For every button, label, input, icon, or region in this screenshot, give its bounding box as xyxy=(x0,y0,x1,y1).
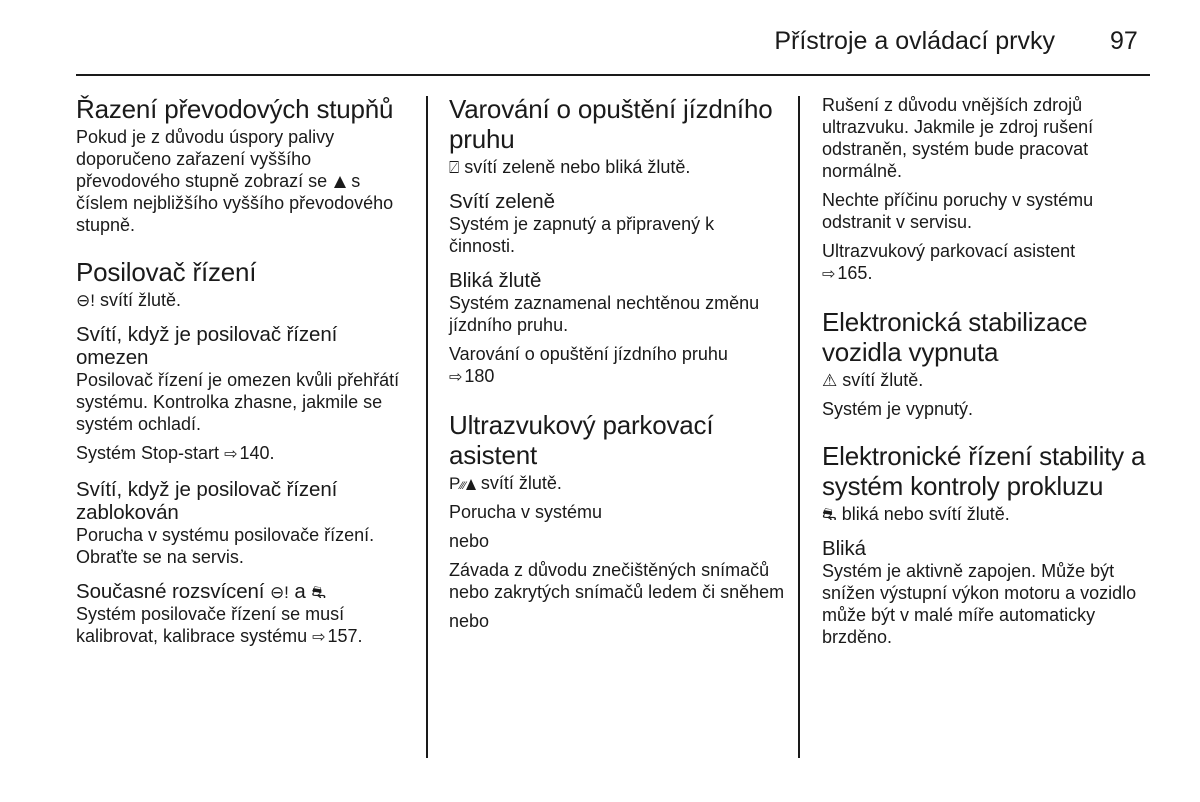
power-steering-warning-icon: ⊖! xyxy=(270,583,289,602)
page-number: 97 xyxy=(1110,27,1138,55)
lights-green-paragraph: Systém je zapnutý a připravený k činnosti. xyxy=(449,214,715,256)
esc-skid-icon: ⛐ xyxy=(822,505,837,524)
section-title-park-assist: Ultrazvukový parkovací asistent xyxy=(449,410,714,470)
heading-steering-blocked: Svítí, když je posilovač řízení zablokován xyxy=(76,478,338,524)
section-title-power-steering: Posilovač řízení xyxy=(76,257,257,287)
service-paragraph: Nechte příčinu poruchy v systému odstranit v servisu. xyxy=(822,190,1094,232)
stop-start-reference: Systém Stop-start ⇨ 140. xyxy=(76,442,412,466)
column-divider-1 xyxy=(426,96,428,758)
section-title-lane-departure: Varování o opuštění jízdního pruhu xyxy=(449,94,773,154)
lane-departure-indicator-line: ⍁ svítí zeleně nebo bliká žlutě. xyxy=(449,157,691,177)
header-rule xyxy=(76,74,1150,76)
heading-flashes: Bliká xyxy=(822,537,866,560)
gear-shift-paragraph: Pokud je z důvodu úspory palivy doporučeno zařazení vyššího převodového stupně zobrazí se s číslem nejbližšího vyššího převodového stupně. xyxy=(76,127,394,235)
ultrasound-interference-paragraph: Rušení z důvodu vnějších zdrojů ultrazvuku. Jakmile je zdroj rušení odstraněn, systém bude pracovat normálně. xyxy=(822,95,1094,181)
section-title-gear-shift: Řazení převodových stupňů xyxy=(76,94,394,124)
park-assist-reference: Ultrazvukový parkovací asistent ⇨ 165. xyxy=(822,240,1158,286)
heading-simultaneous-lights: Současné rozsvícení ⊖! a ⛐ xyxy=(76,580,326,603)
page-reference-arrow-icon: ⇨ xyxy=(312,629,326,646)
upshift-triangle-icon xyxy=(334,176,346,188)
heading-flashes-yellow: Bliká žlutě xyxy=(449,269,542,292)
esc-off-paragraph: Systém je vypnutý. xyxy=(822,399,974,419)
lane-departure-icon: ⍁ xyxy=(449,158,460,177)
heading-steering-limited: Svítí, když je posilovač řízení omezen xyxy=(76,323,338,369)
running-header-title: Přístroje a ovládací prvky xyxy=(774,27,1055,55)
section-title-esc-tcs: Elektronické řízení stability a systém kontroly prokluzu xyxy=(822,441,1146,501)
power-steering-warning-icon: ⊖! xyxy=(76,291,95,310)
esc-off-icon: ⚠ xyxy=(822,371,838,390)
power-steering-indicator-line: ⊖! svítí žlutě. xyxy=(76,290,182,310)
lane-departure-reference: Varování o opuštění jízdního pruhu ⇨ 180 xyxy=(449,343,785,389)
steering-blocked-paragraph: Porucha v systému posilovače řízení. Obraťte se na servis. xyxy=(76,525,375,567)
page-reference-arrow-icon: ⇨ xyxy=(822,266,836,283)
column-1 xyxy=(76,94,412,649)
park-assist-or-1: nebo xyxy=(449,531,490,551)
section-title-esc-off: Elektronická stabilizace vozidla vypnuta xyxy=(822,307,1088,367)
park-assist-sensor-paragraph: Závada z důvodu znečištěných snímačů nebo zakrytých snímačů ledem či sněhem xyxy=(449,560,785,602)
esc-active-paragraph: Systém je aktivně zapojen. Může být snížen výstupní výkon motoru a vozidlo může být v malé míře automaticky brzděno. xyxy=(822,561,1137,647)
esc-skid-icon: ⛐ xyxy=(311,583,326,602)
page-reference-arrow-icon: ⇨ xyxy=(224,446,238,463)
heading-lights-green: Svítí zeleně xyxy=(449,190,555,213)
park-assist-fault: Porucha v systému xyxy=(449,502,603,522)
page-reference-arrow-icon: ⇨ xyxy=(449,369,463,386)
park-assist-indicator-line: P⁄⁄⁄ svítí žlutě. xyxy=(449,473,562,493)
column-3 xyxy=(822,94,1158,648)
flashes-yellow-paragraph: Systém zaznamenal nechtěnou změnu jízdního pruhu. xyxy=(449,293,760,335)
steering-limited-paragraph: Posilovač řízení je omezen kvůli přehřátí systému. Kontrolka zhasne, jakmile se systém ochladí. xyxy=(76,370,400,434)
column-divider-2 xyxy=(798,96,800,758)
park-assist-or-2: nebo xyxy=(449,611,490,631)
esc-tcs-indicator-line: ⛐ bliká nebo svítí žlutě. xyxy=(822,504,1010,524)
column-2 xyxy=(449,94,785,632)
calibration-paragraph: Systém posilovače řízení se musí kalibrovat, kalibrace systému ⇨ 157. xyxy=(76,603,412,649)
park-assist-icon: P⁄⁄⁄ xyxy=(449,475,476,492)
esc-off-indicator-line: ⚠ svítí žlutě. xyxy=(822,370,924,390)
